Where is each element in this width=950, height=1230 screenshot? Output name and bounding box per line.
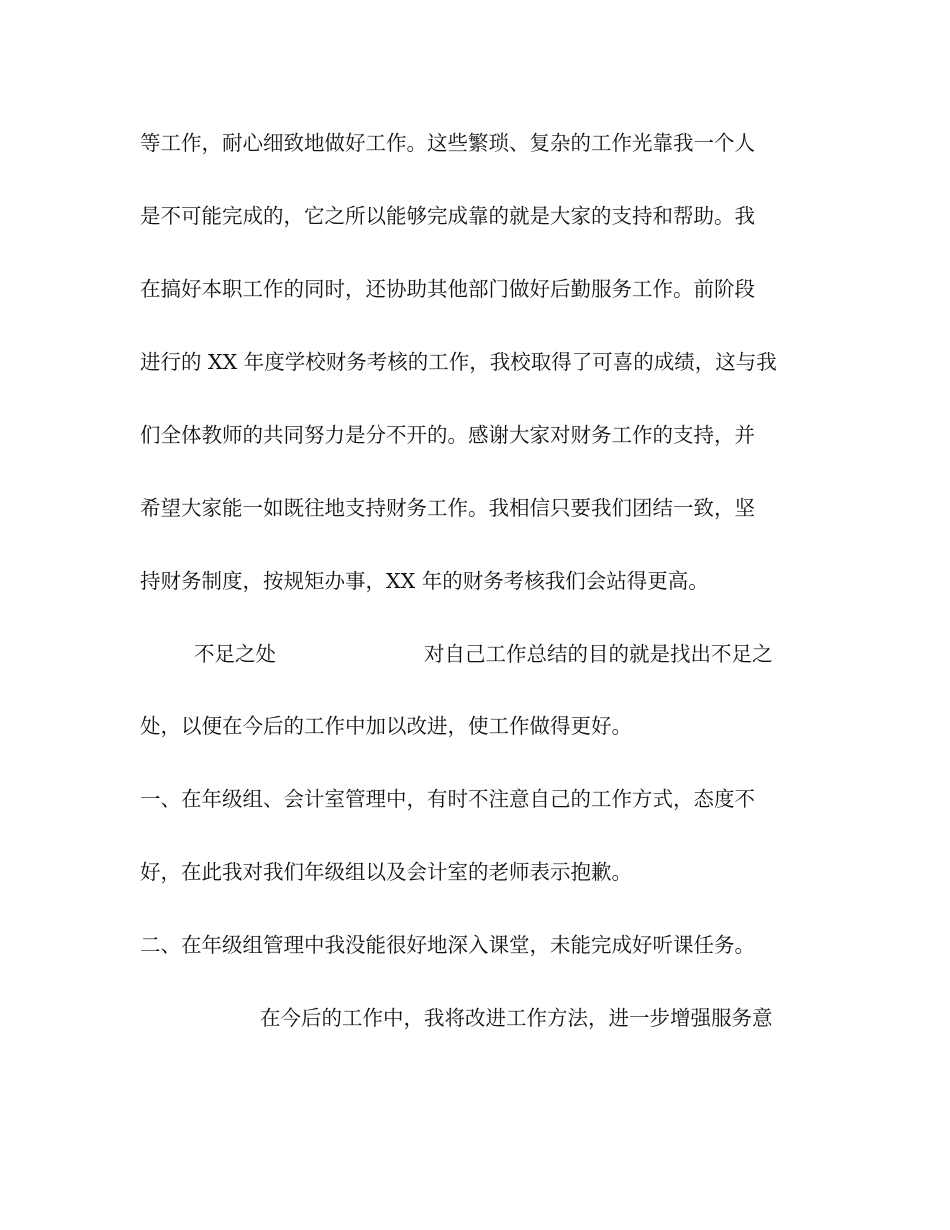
section-intro: 对自己工作总结的目的就是找出不足之 <box>424 642 773 666</box>
section-line <box>140 639 773 669</box>
paragraph-line: 希望大家能一如既往地支持财务工作。我相信只要我们团结一致，坚 <box>140 496 755 520</box>
paragraph-line: 在搞好本职工作的同时，还协助其他部门做好后勤服务工作。前阶段 <box>140 277 755 301</box>
list-item: 一、在年级组、会计室管理中，有时不注意自己的工作方式，态度不 <box>140 787 755 811</box>
paragraph-line: 进行的 XX 年度学校财务考核的工作，我校取得了可喜的成绩，这与我 <box>140 350 777 374</box>
paragraph-line: 好，在此我对我们年级组以及会计室的老师表示抱歉。 <box>140 860 632 884</box>
paragraph-line: 是不可能完成的，它之所以能够完成靠的就是大家的支持和帮助。我 <box>140 204 755 228</box>
paragraph-line: 们全体教师的共同努力是分不开的。感谢大家对财务工作的支持，并 <box>140 423 755 447</box>
paragraph-line: 在今后的工作中，我将改进工作方法，进一步增强服务意 <box>260 1006 773 1030</box>
section-heading: 不足之处 <box>194 642 276 666</box>
paragraph-line: 处，以便在今后的工作中加以改进，使工作做得更好。 <box>140 714 632 738</box>
list-item: 二、在年级组管理中我没能很好地深入课堂，未能完成好听课任务。 <box>140 933 755 957</box>
paragraph-line: 持财务制度，按规矩办事，XX 年的财务考核我们会站得更高。 <box>140 569 709 593</box>
paragraph-line: 等工作，耐心细致地做好工作。这些繁琐、复杂的工作光靠我一个人 <box>140 131 755 155</box>
